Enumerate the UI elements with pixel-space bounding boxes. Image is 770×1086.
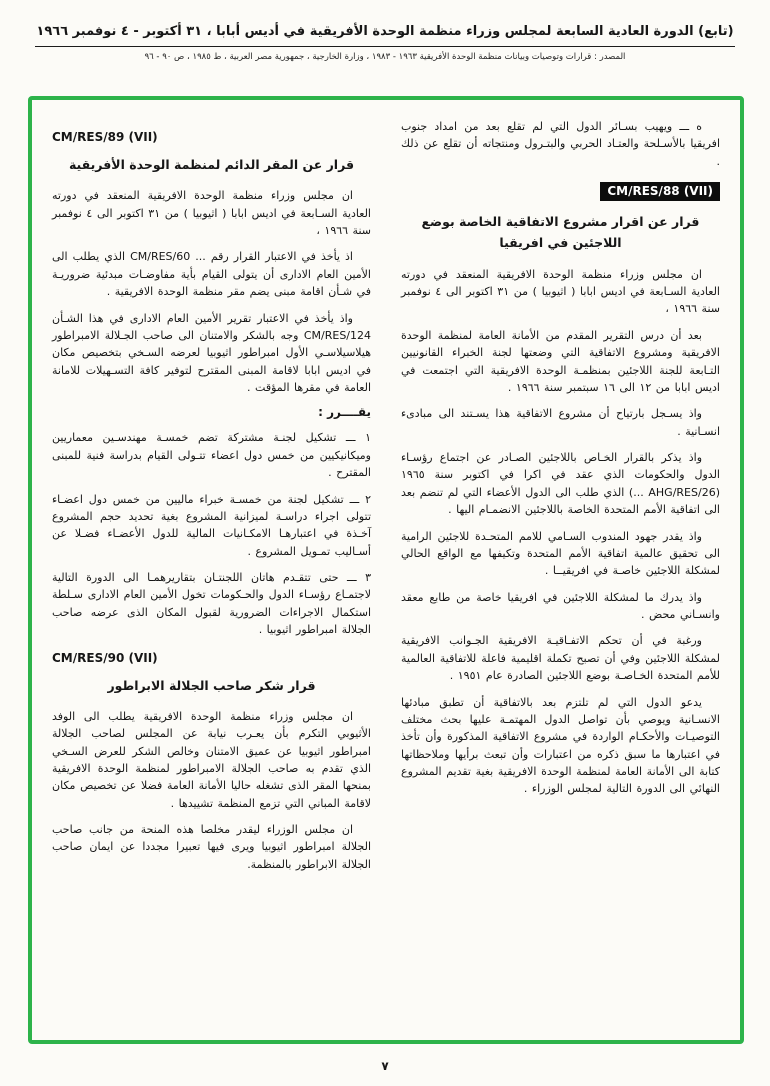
paragraph: ان مجلس وزراء منظمة الوحدة الافريقية المنعقد في دورته العادية السـابعة في اديس ابابا ( اثيوبيا ) من ٣١ اكتوبر الى ٤ نوفمبر سنة ١٩٦٦ ، — [52, 189, 371, 237]
resolution-title: قرار شكر صاحب الجلالة الابراطور — [107, 677, 316, 693]
paragraph: بعد أن درس التقرير المقدم من الأمانة العامة لمنظمة الوحدة الافريقية ومشروع الاتفاقية التي وضعتها لجنة الخبراء القانونيين التـابعة للجنة اللاجئين بمنظمـة الوحدة الافريقية التي اجتمعت في اديس ابابا من ١٢ الى ١٦ سبتمبر سنة ١٩٦٦ . — [401, 328, 720, 394]
resolution-code-label: CM/RES/90 (VII) — [52, 650, 158, 665]
page-header — [0, 0, 770, 62]
paragraph: ورغبة في أن تحكم الاتفـاقيـة الافريقية الجـوانب الافريقية لمشكلة اللاجئين وفي أن تصبح تكملة اقليمية فاعلة للاتفاقية العالمية للأمم المتحدة الخـاصـة بوضع اللاجئين الصادرة عام ١٩٥١ . — [401, 634, 720, 683]
paragraph: واذ يدرك ما لمشكلة اللاجئين في افريقيا خاصة من طابع معقد وانسـاني محض . — [401, 590, 720, 621]
paragraph: واذ يأخذ في الاعتبار تقرير الأمين العام الادارى في هذا الشـأن CM/RES/124 وجه بالشكر والامتنان الى صاحب الجـلالة الامبراطور هيلاسيلاسـي الأول امبراطور اثيوبيا لعرضه السـخي بتخصيص مكان في اديس ابابا لاقامة المبنى المقترح لتوفير كافة التسـهيلات للامانة العامة في مقرها المؤقت . — [52, 311, 371, 394]
paragraph: واذ يذكر بالقرار الخـاص باللاجئين الصـادر عن اجتماع رؤسـاء الدول والحكومات الذي عقد في اكرا في اكتوبر سنة ١٩٦٥ (AHG/RES/26 ...) الذي طلب الى الدول الأعضاء التي لم تنضم بعد الى اتفاقية الأمم المتحدة الخاصة باللاجئين الانضمـام اليها . — [401, 451, 720, 517]
resolution-title: قرار عن المقر الدائم لمنظمة الوحدة الأفريقية — [68, 157, 355, 172]
paragraph: واذ يقدر جهود المندوب السـامي للامم المتحـدة للاجئين الرامية الى تحقيق عالمية اتفاقية الأمم المتحدة وتكيفها مع الواقع الحالي لمشكلة اللاجئين خاصـة في افريقيــا . — [401, 529, 720, 578]
resolution-title: قرار عن اقرار مشروع الاتفاقية الخاصة بوضع اللاجئين في افريقيا — [421, 214, 700, 251]
paragraph: يدعو الدول التي لم تلتزم بعد بالاتفاقية أن تطبق مبادئها الانسـانية ويوصي بأن تواصل الدول المهتمـة عليها بحث مختلف التوصيـات والأحكـام الواردة في مشروع الاتفاقية المذكورة وأن تأخذ في اعتبارها ما سبق ذكره من اعتبارات وأن تبعث برأيها وملاحظاتها كتابة الى الأمانة العامة لمنظمة الوحدة الافريقية بغية تقديم المشروع النهائي الى الدورة التالية لمجلس الوزراء . — [401, 695, 720, 796]
numbered-item: ٢ ـــ تشكيل لجنة من خمسـة خبراء ماليين من خمس دول اعضـاء تتولى اجراء دراسـة لميزانية المشروع بغية تحديد حجم المشروع آخـذة في اعتبارهـا الامكـانيات المالية للدول الأعضـاء فضـلا عن أسـاليب تمـويل المشروع . — [52, 492, 371, 558]
header-source: المصدر : قرارات وتوصيات وبيانات منظمة الوحدة الأفريقية ١٩٦٣ - ١٩٨٣ ، وزارة الخارجية ، جمهورية مصر العربية ، ط ١٩٨٥ ، ص ٩٠ - ٩٦ — [144, 52, 626, 62]
paragraph: ان مجلس وزراء منظمة الوحدة الافريقية يطلب الى الوفد الأثيوبي التكرم بأن يعـرب نيابة عن المجلس لصاحب الجلالة امبراطور اثيوبيا عن عميق الامتنان وخالص الشكر للعرض السـخي الذي تقدم به صاحب الجلالة الامبراطور لمنظمة الوحدة الافريقية بمنحها المقر الذى تشغله حاليا الأمانة العامة فضلا عن تخصيص مكان لاقامة المباني التي تزمع المنظمة تشييدها . — [52, 709, 371, 810]
paragraph: واذ يسـجل بارتياح أن مشروع الاتفاقية هذا يسـتند الى مبادىء انسـانية . — [401, 407, 720, 438]
numbered-item: ١ ـــ تشكيل لجنـة مشتركة تضم خمسـة مهندسـين معماريين وميكانيكيين من خمس دول اعضاء تتـولى القيام بدراسة فنية للمبنى المقترح . — [52, 431, 371, 480]
paragraph: ان مجلس وزراء منظمة الوحدة الافريقية المنعقد في دورته العادية السـابعة في اديس ابابا ( اثيوبيا ) من ٣١ اكتوبر الى ٤ نوفمبر سنة ١٩٦٦ ، — [401, 267, 720, 316]
header-title: (تابع) الدورة العادية السابعة لمجلس وزراء منظمة الوحدة الأفريقية في أديس أبابا ، ٣١ أكتوبر - ٤ نوفمبر ١٩٦٦ — [36, 24, 734, 39]
numbered-item: ٣ ـــ حتى تتقـدم هاتان اللجنتـان بتقاريرهمـا الى الدورة التالية لاجتمـاع رؤسـاء الدول والحـكومات تخول الأمين العام الادارى سـلطة استكمال الاجراءات الضرورية لقبول المكان الذى عرضه صاحب الجلالة امبراطور اثيوبيا . — [52, 571, 371, 637]
paragraph: ه ـــ ويهيب بسـائر الدول التي لم تقلع بعد من امداد جنوب افريقيا بالأسـلحة والعتـاد الحربي والبتـرول ومنتجاته أن تقلع عن ذلك . — [401, 120, 720, 168]
paragraph: ان مجلس الوزراء ليقدر مخلصا هذه المنحة من جانب صاحب الجلالة امبراطور اثيوبيا ويرى فيها تعبيرا مجددا عن ايمان صاحب الجلالة الابراطور بالمنظمة. — [52, 823, 371, 871]
decree-keyword: يقــــرر : — [318, 405, 371, 420]
resolution-code-label: CM/RES/89 (VII) — [52, 130, 158, 144]
resolution-code-label: CM/RES/88 (VII) — [600, 182, 720, 201]
paragraph: اذ يأخذ في الاعتبار القرار رقم ... CM/RES/60 الذي يطلب الى الأمين العام الادارى أن يتولى القيام بأية مفاوضـات مبدئية ضروريـة في شـأن اقامة مبنى يضم مقر منظمة الوحدة الافريقية . — [52, 250, 371, 299]
page-number: ٧ — [381, 1059, 389, 1073]
left-column — [52, 118, 371, 1026]
content-frame — [28, 96, 744, 1044]
header-divider — [35, 46, 735, 47]
right-column — [401, 118, 720, 1026]
